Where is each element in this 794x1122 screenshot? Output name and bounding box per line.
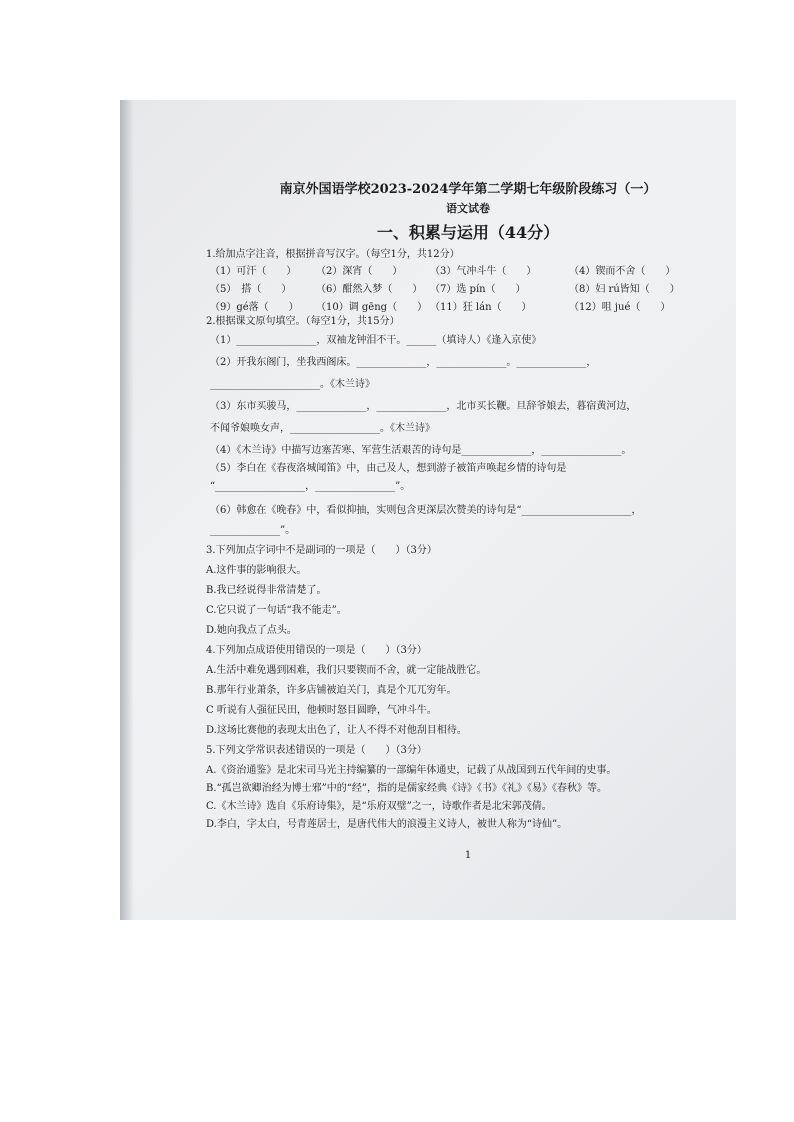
q1-item: （10）调 gēng（ ） (316, 302, 428, 313)
q2-line: （6）韩愈在《晚春》中，看似抑抽，实则包含更深层次赞美的诗句是“______________________， (210, 505, 642, 516)
q1-item: （11）狂 lán（ ） (430, 302, 532, 313)
q1-item: （2）深宵（ ） (316, 266, 403, 277)
q1-item: （6）酣然入梦（ ） (316, 284, 423, 295)
q4-option-b: B.那年行业萧条，许多店铺被迫关门，真是个兀兀穷年。 (206, 685, 457, 696)
q4-option-a: A.生活中难免遇到困难，我们只要锲而不舍，就一定能战胜它。 (206, 665, 487, 676)
q4-option-d: D.这场比赛他的表现太出色了，让人不得不对他刮目相待。 (206, 725, 467, 736)
exam-subtitle: 语文试卷 (446, 202, 490, 215)
q5-option-c: C.《木兰诗》选自《乐府诗集》，是“乐府双璧”之一，诗歌作者是北宋郭茂倩。 (206, 801, 552, 812)
q2-line: ______________________。《木兰诗》 (210, 379, 375, 390)
photographed-paper (120, 100, 736, 920)
q2-line: “__________________，________________”。 (210, 481, 411, 492)
q2-line: （1）________________，双袖龙钟泪不干。______（填诗人）《逢入京使》 (210, 335, 542, 346)
q1-item: （9）gé落（ ） (210, 302, 299, 313)
q2-line: （2）开我东阁门，坐我西阁床。______________，______________。______________， (210, 357, 597, 368)
q3-option-b: B.我已经说得非常清楚了。 (206, 585, 327, 596)
q1-item: （3）气冲斗牛（ ） (430, 266, 537, 277)
exam-title: 南京外国语学校2023-2024学年第二学期七年级阶段练习（一） (279, 182, 657, 197)
q3-prompt: 3.下列加点字词中不是副词的一项是（ ）（3分） (206, 545, 437, 556)
q1-item: （5） 搭（ ） (210, 284, 292, 295)
section-heading: 一、积累与运用（44分） (376, 223, 560, 242)
q1-item: （1）可汗（ ） (210, 266, 297, 277)
q2-prompt: 2.根据课文原句填空。（每空1分，共15分） (206, 316, 400, 327)
q5-option-d: D.李白，字太白，号青莲居士，是唐代伟大的浪漫主义诗人，被世人称为“诗仙”。 (206, 819, 568, 830)
q3-option-a: A.这件事的影响很大。 (206, 565, 307, 576)
q5-option-b: B.“孤岂欲卿治经为博士邪”中的“经”，指的是儒家经典《诗》《书》《礼》《易》《春秋》等。 (206, 783, 607, 794)
q2-line: 不闻爷娘唤女声，__________________。《木兰诗》 (210, 423, 435, 434)
q3-option-c: C.它只说了一句话“我不能走”。 (206, 605, 347, 616)
q4-option-c: C 听说有人强征民田，他顿时怒目圆睁，气冲斗牛。 (206, 705, 437, 716)
q2-line: ______________”。 (210, 525, 296, 536)
q2-line: （4）《木兰诗》中描写边塞苦寒、军营生活艰苦的诗句是______________，________________。 (210, 445, 632, 456)
q5-prompt: 5.下列文学常识表述错误的一项是（ ）（3分） (206, 745, 427, 756)
q4-prompt: 4.下列加点成语使用错误的一项是（ ）（3分） (206, 645, 427, 656)
q5-option-a: A.《资治通鉴》是北宋司马光主持编纂的一部编年体通史，记载了从战国到五代年间的史事。 (206, 765, 617, 776)
q2-line: （3）东市买骏马，______________，______________，北市买长鞭。旦辞爷娘去，暮宿黄河边， (210, 401, 637, 412)
q2-line: （5）李白在《春夜洛城闻笛》中，由己及人，想到游子被笛声唤起乡情的诗句是 (210, 463, 567, 474)
page-number: 1 (464, 850, 472, 861)
q1-item: （8）妇 rú皆知（ ） (569, 284, 680, 295)
q1-item: （12）咀 jué（ ） (569, 302, 671, 313)
q1-item: （4）锲而不舍（ ） (569, 266, 676, 277)
q3-option-d: D.她向我点了点头。 (206, 625, 297, 636)
q1-item: （7）选 pín（ ） (430, 284, 526, 295)
q1-prompt: 1.给加点字注音，根据拼音写汉字。（每空1分，共12分） (206, 249, 460, 260)
